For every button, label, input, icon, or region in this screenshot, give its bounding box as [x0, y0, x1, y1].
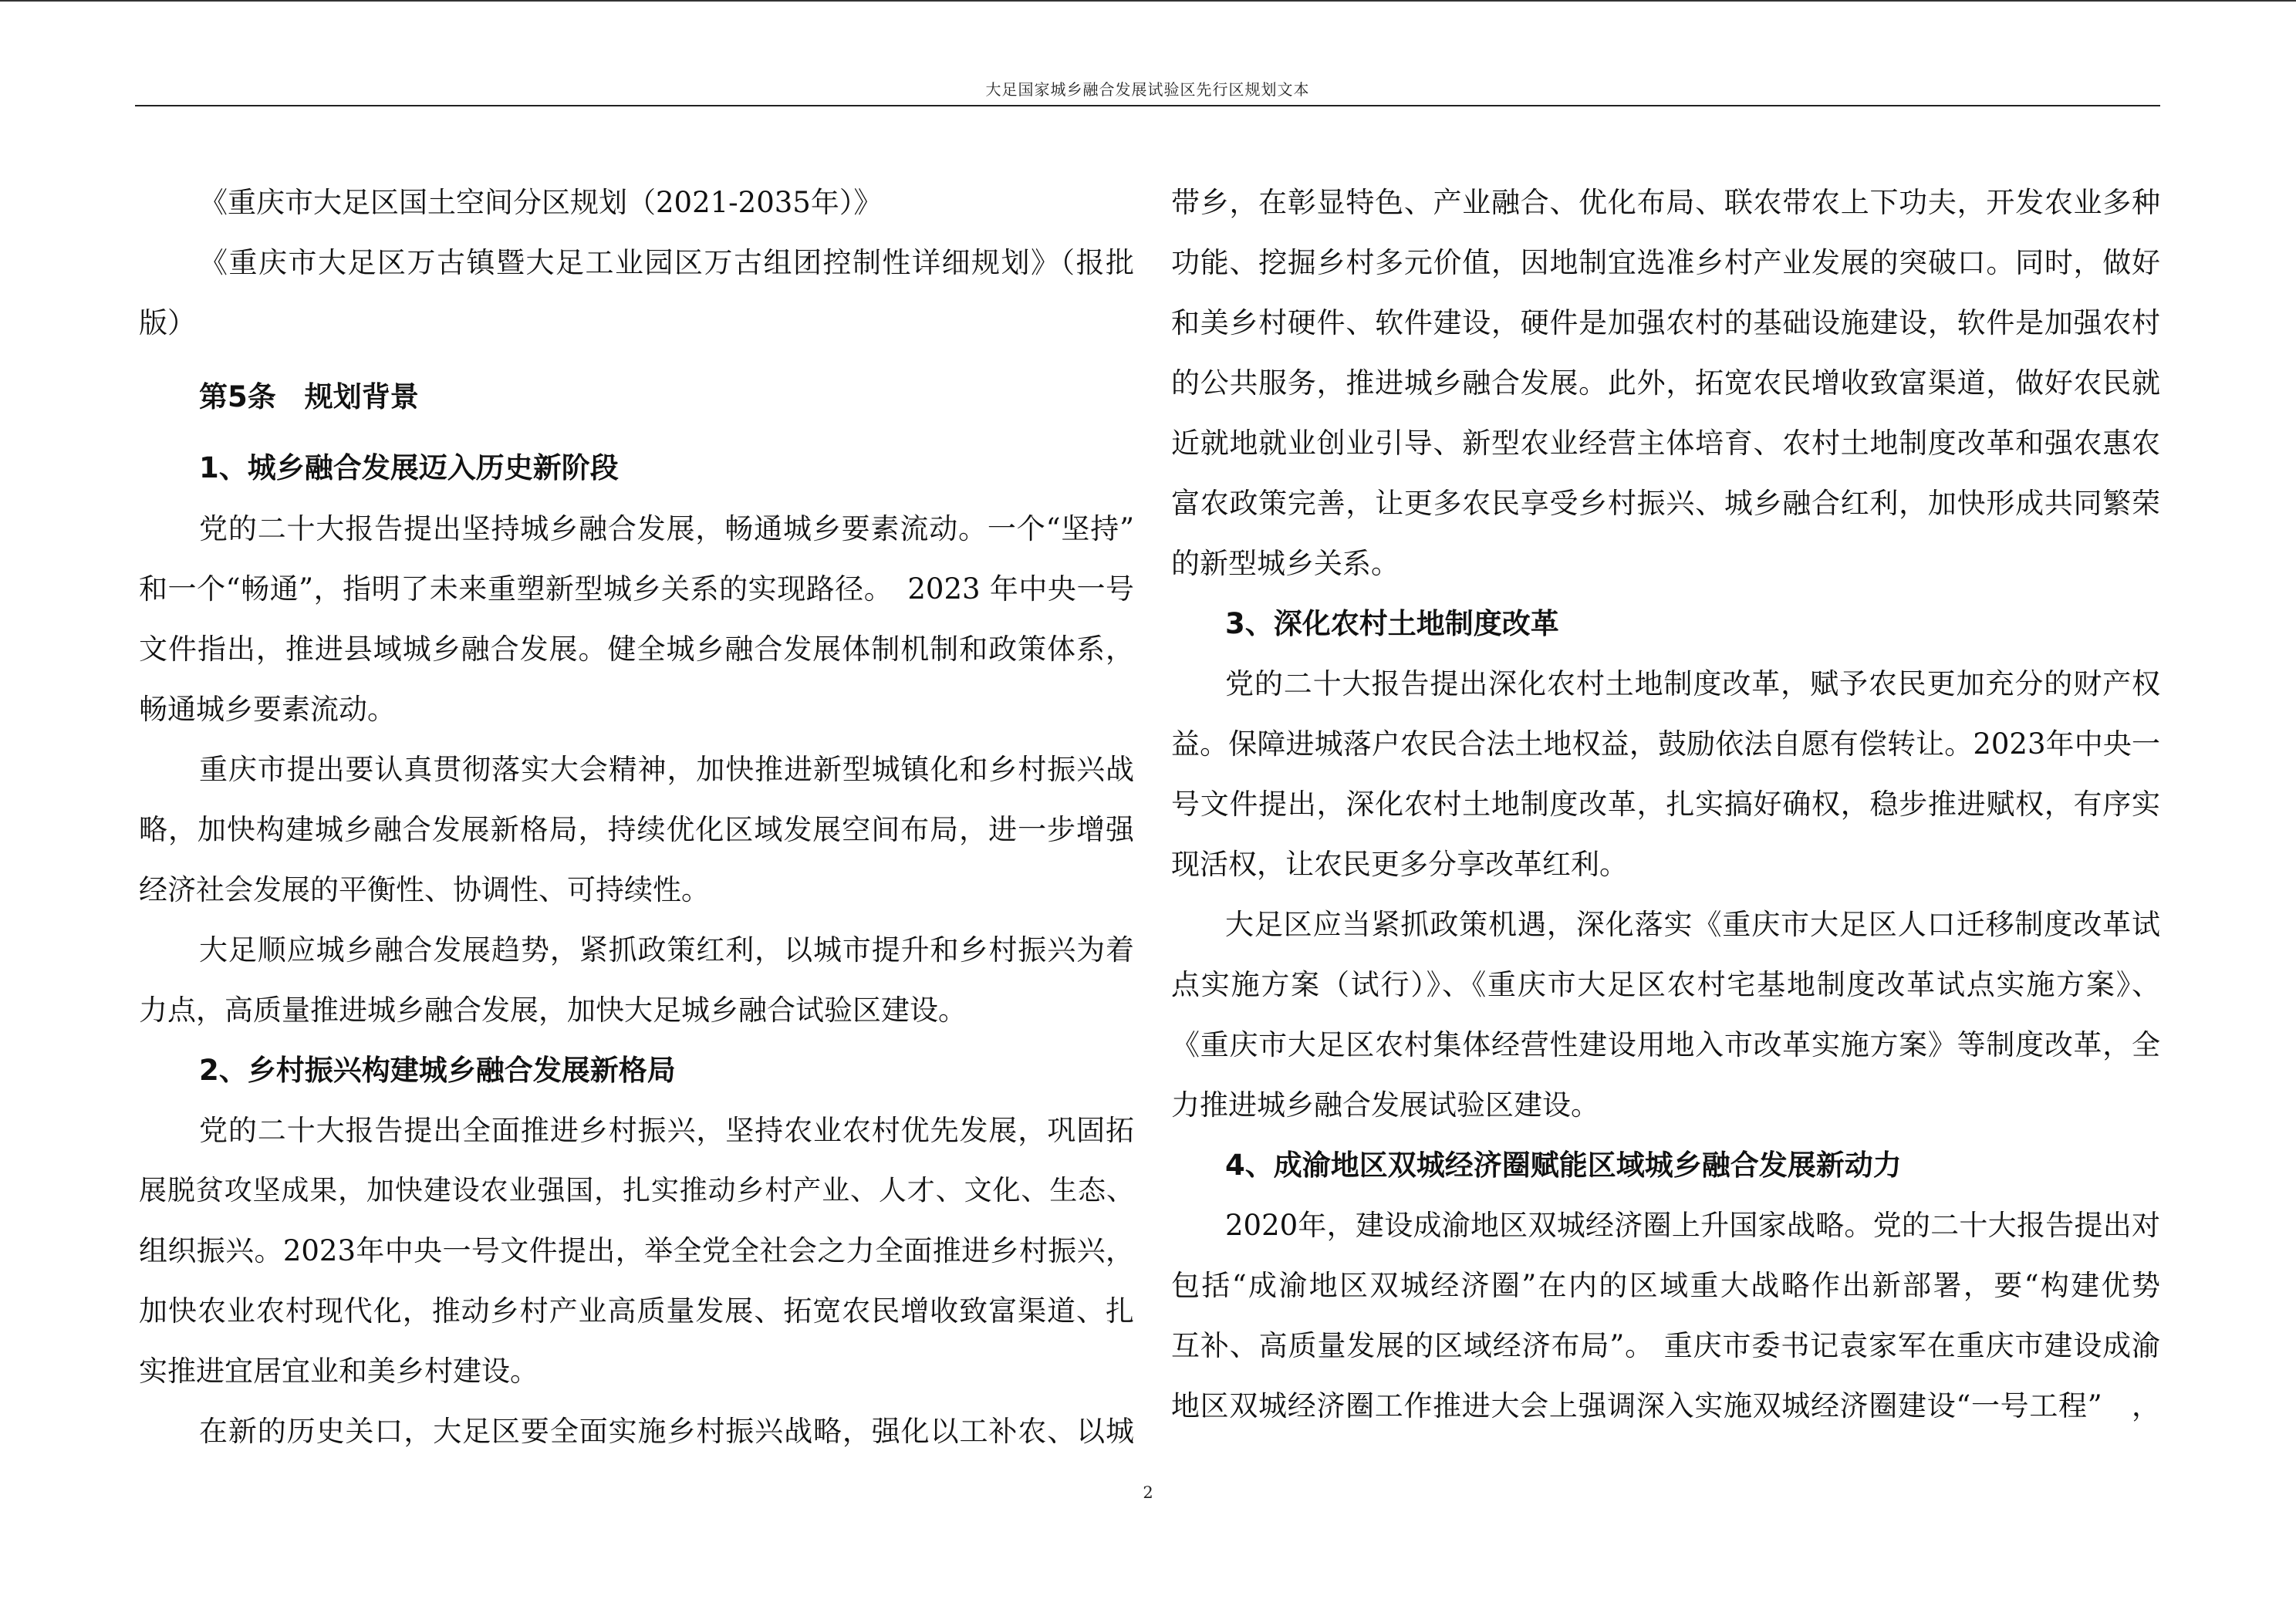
paragraph-line: 展脱贫攻坚成果，加快建设农业强国，扎实推动乡村产业、人才、文化、生态、 [139, 1175, 1134, 1206]
paragraph-line: 号文件提出，深化农村土地制度改革，扎实搞好确权，稳步推进赋权，有序实 [1171, 788, 2160, 821]
paragraph-line: 地区双城经济圈工作推进大会上强调深入实施双城经济圈建设“一号工程” ， [1171, 1389, 2160, 1422]
paragraph-line: 力点，高质量推进城乡融合发展，加快大足城乡融合试验区建设。 [139, 994, 967, 1027]
page-number: 2 [1143, 1483, 1153, 1502]
section-heading: 2、乡村振兴构建城乡融合发展新格局 [199, 1054, 676, 1087]
paragraph-line: 文件指出，推进县域城乡融合发展。健全城乡融合发展体制机制和政策体系， [139, 633, 1134, 666]
paragraph-line: 近就地就业创业引导、新型农业经营主体培育、农村土地制度改革和强农惠农 [1171, 427, 2160, 460]
running-header: 大足国家城乡融合发展试验区先行区规划文本 [985, 80, 1310, 99]
paragraph-line: 力推进城乡融合发展试验区建设。 [1171, 1088, 1599, 1122]
reference-item: 《重庆市大足区国土空间分区规划（2021-2035年）》 [199, 186, 883, 219]
paragraph-line: 功能、挖掘乡村多元价值，因地制宜选准乡村产业发展的突破口。同时，做好 [1171, 246, 2160, 279]
paragraph-line: 大足顺应城乡融合发展趋势，紧抓政策红利，以城市提升和乡村振兴为着 [199, 933, 1134, 967]
paragraph-line: 益。保障进城落户农民合法土地权益，鼓励依法自愿有偿转让。2023年中央一 [1171, 727, 2160, 761]
paragraph-line: 经济社会发展的平衡性、协调性、可持续性。 [139, 873, 710, 906]
paragraph-line: 重庆市提出要认真贯彻落实大会精神，加快推进新型城镇化和乡村振兴战 [199, 753, 1134, 786]
paragraph-line: 加快农业农村现代化，推动乡村产业高质量发展、拓宽农民增收致富渠道、扎 [139, 1294, 1134, 1328]
paragraph-line: 党的二十大报告提出全面推进乡村振兴，坚持农业农村优先发展，巩固拓 [199, 1114, 1134, 1147]
paragraph-line: 大足区应当紧抓政策机遇，深化落实《重庆市大足区人口迁移制度改革试 [1225, 908, 2160, 941]
paragraph-line: 和一个“畅通”，指明了未来重塑新型城乡关系的实现路径。 2023 年中央一号 [139, 572, 1134, 606]
paragraph-line: 和美乡村硬件、软件建设，硬件是加强农村的基础设施建设，软件是加强农村 [1171, 306, 2160, 339]
article-heading: 第5条 规划背景 [199, 380, 419, 413]
paragraph-line: 组织振兴。2023年中央一号文件提出，举全党全社会之力全面推进乡村振兴， [139, 1234, 1134, 1267]
paragraph-line: 在新的历史关口，大足区要全面实施乡村振兴战略，强化以工补农、以城 [199, 1415, 1134, 1448]
paragraph-line: 点实施方案（试行）》、《重庆市大足区农村宅基地制度改革试点实施方案》、 [1171, 968, 2160, 1001]
paragraph-line: 包括“成渝地区双城经济圈”在内的区域重大战略作出新部署，要“构建优势 [1171, 1269, 2160, 1302]
section-heading: 3、深化农村土地制度改革 [1225, 607, 1559, 640]
paragraph-line: 党的二十大报告提出坚持城乡融合发展，畅通城乡要素流动。一个“坚持” [199, 512, 1134, 545]
paragraph-line: 互补、高质量发展的区域经济布局”。 重庆市委书记袁家军在重庆市建设成渝 [1171, 1329, 2160, 1362]
section-heading: 4、成渝地区双城经济圈赋能区域城乡融合发展新动力 [1225, 1149, 1902, 1182]
paragraph-line: 的公共服务，推进城乡融合发展。此外，拓宽农民增收致富渠道，做好农民就 [1171, 366, 2160, 400]
paragraph-line: 《重庆市大足区农村集体经营性建设用地入市改革实施方案》等制度改革，全 [1171, 1028, 2160, 1061]
reference-item: 《重庆市大足区万古镇暨大足工业园区万古组团控制性详细规划》（报批 [199, 246, 1134, 279]
paragraph-line: 畅通城乡要素流动。 [139, 693, 396, 726]
paragraph-line: 略，加快构建城乡融合发展新格局，持续优化区域发展空间布局，进一步增强 [139, 813, 1134, 846]
paragraph-line: 带乡，在彰显特色、产业融合、优化布局、联农带农上下功夫，开发农业多种 [1171, 186, 2160, 219]
section-heading: 1、城乡融合发展迈入历史新阶段 [199, 451, 619, 484]
header-rule [135, 105, 2160, 106]
paragraph-line: 实推进宜居宜业和美乡村建设。 [139, 1355, 539, 1388]
page-top-border [0, 0, 2296, 2]
paragraph-line: 的新型城乡关系。 [1171, 547, 1400, 580]
paragraph-line: 现活权，让农民更多分享改革红利。 [1171, 848, 1628, 881]
paragraph-line: 2020年，建设成渝地区双城经济圈上升国家战略。党的二十大报告提出对 [1225, 1209, 2160, 1242]
reference-item-continued: 版） [139, 306, 196, 339]
paragraph-line: 党的二十大报告提出深化农村土地制度改革，赋予农民更加充分的财产权 [1225, 667, 2160, 700]
paragraph-line: 富农政策完善，让更多农民享受乡村振兴、城乡融合红利，加快形成共同繁荣 [1171, 487, 2160, 520]
